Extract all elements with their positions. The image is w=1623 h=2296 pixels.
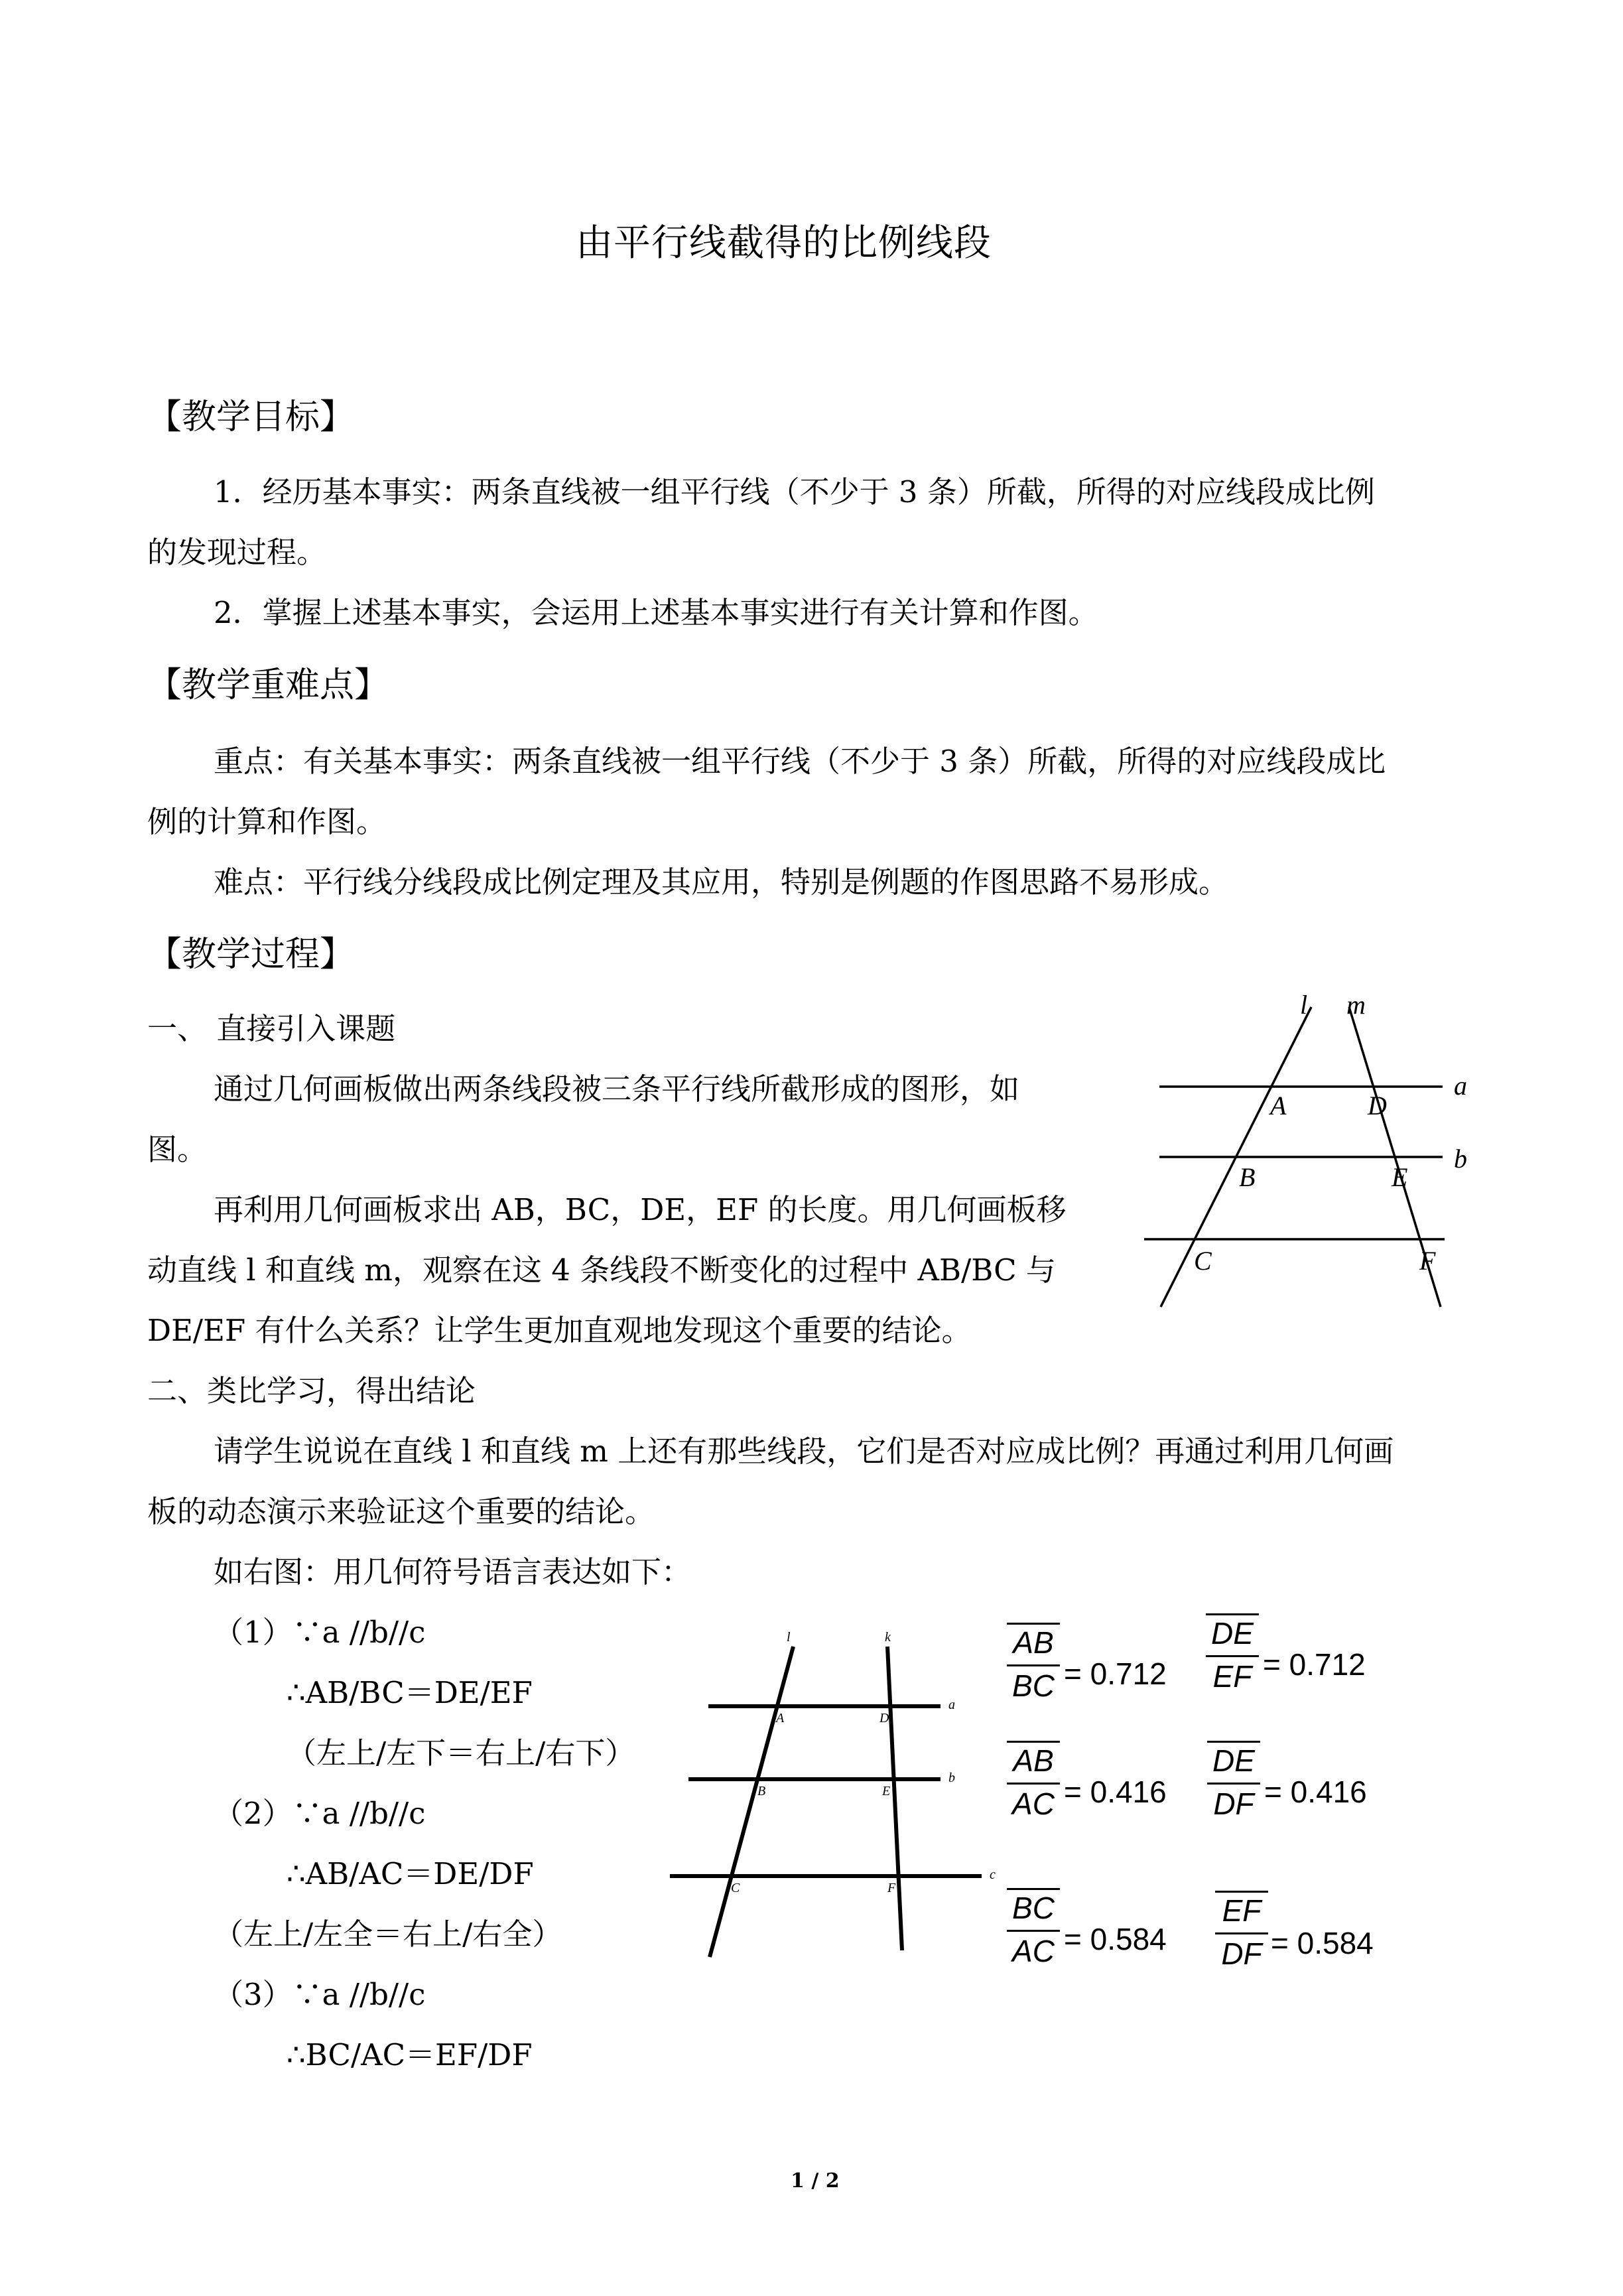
label-b: b (1454, 1144, 1467, 1174)
section-heading-goals: 【教学目标】 (147, 397, 355, 437)
part2-paragraph2: 如右图：用几何符号语言表达如下： (214, 1554, 692, 1589)
label-l: l (787, 1630, 791, 1645)
part1-paragraph1-line2: 图。 (147, 1132, 208, 1167)
parallel-lines-figure-2 (663, 1619, 1008, 1964)
part1-paragraph2-line2: 动直线 l 和直线 m，观察在这 4 条线段不断变化的过程中 AB/BC 与 (147, 1252, 1056, 1288)
label-F: F (1419, 1246, 1436, 1276)
part2-paragraph1-line1: 请学生说说在直线 l 和直线 m 上还有那些线段，它们是否对应成比例？再通过利用几何画 (214, 1434, 1394, 1469)
fraction-ab-bc: AB BC (1007, 1623, 1060, 1704)
case-1-result: ∴AB/BC＝DE/EF (287, 1675, 533, 1710)
value-ab-bc: = 0.712 (1064, 1656, 1167, 1691)
part1-heading: 一、 直接引入课题 (147, 1011, 396, 1046)
fraction-ef-df: EF DF (1215, 1891, 1268, 1972)
case-1-condition: （1）∵a //b//c (214, 1615, 426, 1650)
part1-paragraph1-line1: 通过几何画板做出两条线段被三条平行线所截形成的图形，如 (214, 1071, 1020, 1107)
label-a: a (1454, 1071, 1467, 1101)
fraction-ab-ac: AB AC (1007, 1741, 1060, 1822)
label-D: D (1368, 1091, 1387, 1120)
case-2-note: （左上/左全＝右上/右全） (214, 1917, 562, 1952)
label-E: E (1392, 1162, 1408, 1192)
label-E: E (882, 1784, 891, 1798)
page-number: 1 / 2 (791, 2169, 840, 2193)
value-ef-df: = 0.584 (1271, 1926, 1374, 1960)
goal-item-2: 2．掌握上述基本事实，会运用上述基本事实进行有关计算和作图。 (214, 595, 1098, 630)
value-de-df: = 0.416 (1264, 1775, 1367, 1809)
label-c: c (990, 1867, 996, 1882)
label-m: m (1346, 990, 1366, 1020)
label-C: C (731, 1881, 740, 1895)
case-2-result: ∴AB/AC＝DE/DF (287, 1856, 534, 1891)
fraction-de-ef: DE EF (1206, 1613, 1259, 1694)
label-l: l (1300, 990, 1308, 1020)
fraction-de-df: DE DF (1207, 1741, 1260, 1822)
value-bc-ac: = 0.584 (1064, 1922, 1167, 1956)
value-ab-ac: = 0.416 (1064, 1775, 1167, 1809)
parallel-lines-figure-1 (1128, 988, 1486, 1347)
page-title: 由平行线截得的比例线段 (576, 222, 992, 265)
label-A: A (1270, 1091, 1287, 1120)
label-B: B (757, 1784, 766, 1798)
section-heading-keypoints: 【教学重难点】 (147, 665, 389, 705)
value-de-ef: = 0.712 (1263, 1647, 1366, 1682)
part2-heading: 二、类比学习，得出结论 (147, 1373, 476, 1408)
label-k: k (885, 1630, 891, 1645)
label-b: b (948, 1771, 955, 1785)
part2-paragraph1-line2: 板的动态演示来验证这个重要的结论。 (147, 1494, 655, 1529)
label-B: B (1239, 1162, 1256, 1192)
goal-item-1-line2: 的发现过程。 (147, 535, 327, 570)
label-D: D (879, 1711, 889, 1725)
key-point-line1: 重点：有关基本事实：两条直线被一组平行线（不少于 3 条）所截，所得的对应线段成比 (214, 744, 1386, 779)
part1-paragraph2-line3: DE/EF 有什么关系？让学生更加直观地发现这个重要的结论。 (147, 1313, 972, 1348)
difficult-point: 难点：平行线分线段成比例定理及其应用，特别是例题的作图思路不易形成。 (214, 864, 1229, 900)
fraction-bc-ac: BC AC (1007, 1888, 1060, 1969)
label-C: C (1194, 1246, 1212, 1276)
case-3-condition: （3）∵a //b//c (214, 1977, 426, 2012)
line-l (710, 1647, 793, 1957)
section-heading-process: 【教学过程】 (147, 935, 355, 975)
part1-paragraph2-line1: 再利用几何画板求出 AB，BC，DE，EF 的长度。用几何画板移 (214, 1192, 1067, 1227)
label-A: A (776, 1711, 785, 1725)
goal-item-1-line1: 1．经历基本事实：两条直线被一组平行线（不少于 3 条）所截，所得的对应线段成比例 (214, 474, 1375, 509)
label-F: F (887, 1881, 896, 1895)
key-point-line2: 例的计算和作图。 (147, 804, 387, 839)
case-2-condition: （2）∵a //b//c (214, 1796, 426, 1831)
label-a: a (948, 1698, 955, 1712)
case-3-result: ∴BC/AC＝EF/DF (287, 2037, 533, 2072)
case-1-note: （左上/左下＝右上/右下） (287, 1735, 635, 1771)
line-k (887, 1647, 902, 1950)
